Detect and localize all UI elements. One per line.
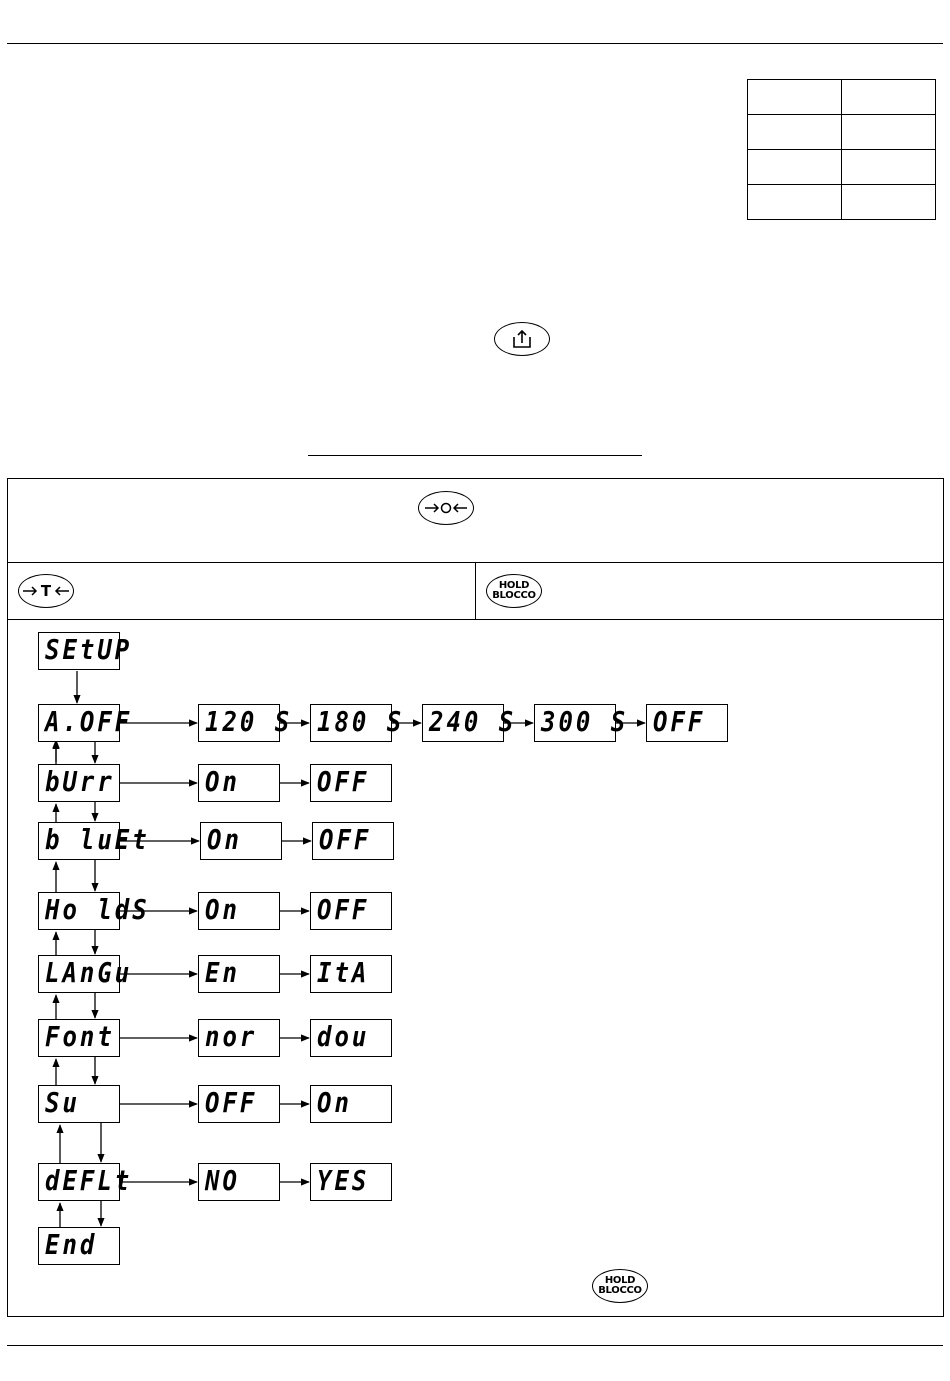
lcd-menu-item: dEFLt bbox=[38, 1163, 120, 1201]
lcd-option: On bbox=[198, 892, 280, 930]
lcd-option: 120 S bbox=[198, 704, 280, 742]
lcd-option: ItA bbox=[310, 955, 392, 993]
lcd-setup: SEtUP bbox=[38, 632, 120, 670]
lcd-end: End bbox=[38, 1227, 120, 1265]
lcd-menu-item: Ho ldS bbox=[38, 892, 120, 930]
lcd-option: OFF bbox=[312, 822, 394, 860]
blocco-label: BLOCCO bbox=[598, 1285, 642, 1296]
lcd-option: nor bbox=[198, 1019, 280, 1057]
lcd-option: NO bbox=[198, 1163, 280, 1201]
lcd-option: 240 S bbox=[422, 704, 504, 742]
lcd-option: OFF bbox=[310, 764, 392, 802]
tare-label: T bbox=[40, 582, 52, 600]
lcd-menu-item: Su bbox=[38, 1085, 120, 1123]
lcd-option: OFF bbox=[310, 892, 392, 930]
lcd-option: dou bbox=[310, 1019, 392, 1057]
blocco-label: BLOCCO bbox=[492, 590, 536, 601]
lcd-option: En bbox=[198, 955, 280, 993]
lcd-option: On bbox=[198, 764, 280, 802]
lcd-menu-item: b luEt bbox=[38, 822, 120, 860]
lcd-option: On bbox=[200, 822, 282, 860]
lcd-menu-item: Font bbox=[38, 1019, 120, 1057]
lcd-option: OFF bbox=[646, 704, 728, 742]
hold-label: HOLD bbox=[498, 580, 530, 591]
lcd-menu-item: LAnGu bbox=[38, 955, 120, 993]
lcd-option: 180 S bbox=[310, 704, 392, 742]
lcd-menu-item: A.OFF bbox=[38, 704, 120, 742]
lcd-option: YES bbox=[310, 1163, 392, 1201]
lcd-option: 300 S bbox=[534, 704, 616, 742]
lcd-menu-item: bUrr bbox=[38, 764, 120, 802]
lcd-option: OFF bbox=[198, 1085, 280, 1123]
hold-label: HOLD bbox=[604, 1275, 636, 1286]
footer-rule bbox=[7, 1345, 943, 1346]
lcd-option: On bbox=[310, 1085, 392, 1123]
